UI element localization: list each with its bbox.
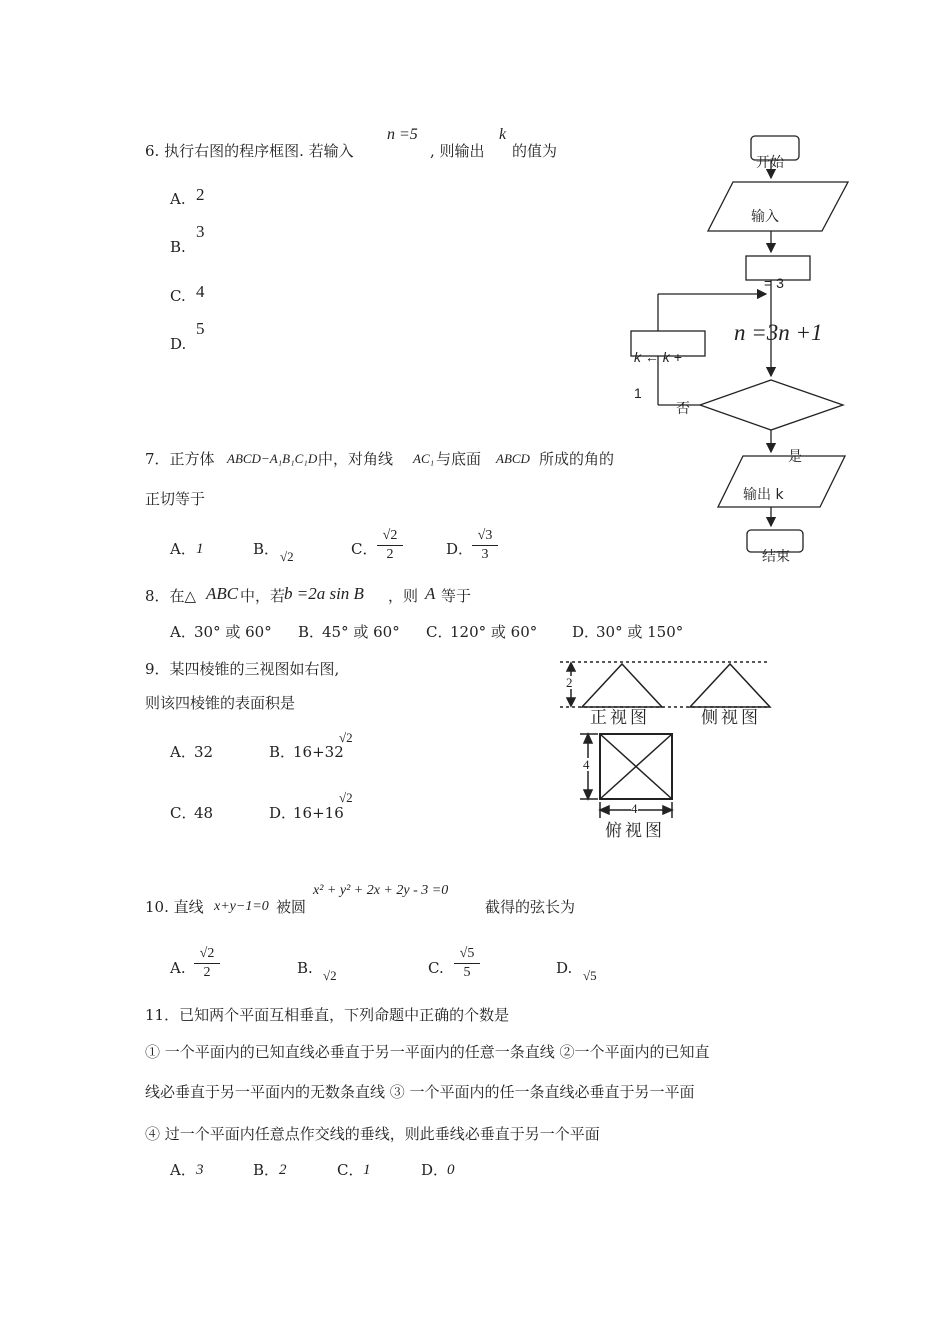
q9-front-view-label: 正视图 xyxy=(590,708,650,728)
q6-stem-part3: 的值为 xyxy=(512,142,558,160)
q11-option-a-label: A． xyxy=(170,1161,196,1179)
flowchart-no-label: 否 xyxy=(676,401,690,417)
q11-option-d-value: 0 xyxy=(447,1162,455,1178)
q10-option-a-numerator: √2 xyxy=(194,945,220,964)
side-view-triangle xyxy=(690,664,770,707)
q11-stem: 11．已知两个平面互相垂直，下列命题中正确的个数是 xyxy=(145,1006,510,1024)
q9-option-b-radical: √2 xyxy=(339,730,353,745)
q6-option-d-value: 5 xyxy=(196,319,205,338)
q8-triangle: ABC xyxy=(206,584,239,603)
q7-option-c-numerator: √2 xyxy=(377,527,403,546)
flowchart-yes-label: 是 xyxy=(788,449,802,465)
q7-option-c-label: C． xyxy=(351,540,378,558)
flowchart-update-label: n =3n +1 xyxy=(734,320,823,345)
q6-stem-part1: 6. 执行右图的程序框图. 若输入 xyxy=(145,142,354,160)
q11-option-a-value: 3 xyxy=(196,1162,204,1178)
q10-option-c-numerator: √5 xyxy=(454,945,480,964)
flowchart-end-label: 结束 xyxy=(762,549,790,565)
q6-option-c-label: C. xyxy=(170,287,186,305)
front-view-triangle xyxy=(582,664,662,707)
q6-option-a-value: 2 xyxy=(196,185,205,204)
q10-option-c-denominator: 5 xyxy=(463,965,471,980)
q10-option-b-label: B. xyxy=(297,959,313,977)
q11-option-b-label: B． xyxy=(253,1161,280,1179)
flowchart-start-label: 开始 xyxy=(756,155,784,171)
q9-side-view-label: 侧视图 xyxy=(701,708,761,728)
q9-side-length-label: 4 xyxy=(583,757,590,772)
q7-stem-line2: 正切等于 xyxy=(145,490,206,508)
q9-option-d-value: 16+16 xyxy=(293,804,344,822)
q6-input-expr: n =5 xyxy=(387,126,418,143)
q6-option-b-value: 3 xyxy=(196,222,205,241)
q9-option-d-label: D． xyxy=(269,804,297,822)
q9-height-label: 2 xyxy=(566,675,573,690)
flowchart-loop-one: 1 xyxy=(634,385,642,401)
q8-option-a-value: 30° 或 60° xyxy=(194,623,272,641)
q7-option-b-value: √2 xyxy=(280,549,294,564)
q10-option-a-fraction xyxy=(194,945,220,982)
q10-option-d-value: √5 xyxy=(583,968,597,983)
q11-statement-line1: ① 一个平面内的已知直线必垂直于另一平面内的任意一条直线 ②一个平面内的已知直 xyxy=(145,1043,710,1061)
q7-stem-part4: 所成的角的 xyxy=(539,450,615,468)
q11-option-c-label: C． xyxy=(337,1161,364,1179)
q8-stem-part1: 8．在△ xyxy=(145,587,197,605)
q6-option-b-label: B. xyxy=(170,238,186,256)
q7-option-d-numerator: √3 xyxy=(472,527,498,546)
q7-stem-part2: 中，对角线 xyxy=(318,450,394,468)
q8-option-b-value: 45° 或 60° xyxy=(322,623,400,641)
q8-option-b-label: B． xyxy=(298,623,325,641)
q10-line-equation: x+y−1=0 xyxy=(214,899,269,914)
flowchart-output-label: 输出 k xyxy=(743,487,784,503)
q11-option-b-value: 2 xyxy=(279,1162,287,1178)
q11-statement-line2: 线必垂直于另一平面内的无数条直线 ③ 一个平面内的任一条直线必垂直于另一平面 xyxy=(145,1083,695,1101)
q8-option-d-label: D． xyxy=(572,623,600,641)
q7-stem-part3: 与底面 xyxy=(436,450,482,468)
q6-option-d-label: D. xyxy=(170,335,187,353)
q10-option-d-label: D. xyxy=(556,959,573,977)
q8-option-c-value: 120° 或 60° xyxy=(450,623,538,641)
q7-solid: ABCD−A₁B₁C₁D₁ xyxy=(227,451,322,466)
q10-stem-part3: 截得的弦长为 xyxy=(485,898,576,916)
q9-option-c-value: 48 xyxy=(194,804,214,822)
q7-base: ABCD xyxy=(496,451,530,466)
q10-stem-part1: 10. 直线 xyxy=(145,898,204,916)
q9-bottom-length-label: 4 xyxy=(631,801,638,816)
flowchart-loop-label: k ← k + xyxy=(634,349,682,365)
q10-option-a-denominator: 2 xyxy=(203,965,211,980)
q9-option-b-label: B． xyxy=(269,743,296,761)
q7-option-a-label: A． xyxy=(170,540,196,558)
q7-option-c-denominator: 2 xyxy=(386,547,394,562)
q9-stem-line1: 9．某四棱锥的三视图如右图, xyxy=(145,660,340,678)
q7-option-d-denominator: 3 xyxy=(481,547,489,562)
q6-output-var: k xyxy=(499,126,507,143)
q10-circle-equation: x² + y² + 2x + 2y - 3 =0 xyxy=(313,883,449,898)
q8-condition: b =2a sin B xyxy=(284,584,364,603)
q11-option-c-value: 1 xyxy=(363,1162,371,1178)
q9-stem-line2: 则该四棱锥的表面积是 xyxy=(145,694,296,712)
q11-option-d-label: D． xyxy=(421,1161,449,1179)
q8-option-d-value: 30° 或 150° xyxy=(596,623,684,641)
q10-option-a-label: A. xyxy=(170,959,186,977)
q7-option-d-label: D． xyxy=(446,540,474,558)
q10-option-b-value: √2 xyxy=(323,968,337,983)
flowchart-init-label: = 3 xyxy=(764,275,784,291)
q6-stem-part2: , 则输出 xyxy=(430,142,485,160)
q7-diagonal: AC₁ xyxy=(413,451,435,466)
q7-option-b-label: B． xyxy=(253,540,280,558)
q11-statement-line3: ④ 过一个平面内任意点作交线的垂线，则此垂线必垂直于另一个平面 xyxy=(145,1125,600,1143)
q10-option-c-fraction xyxy=(454,945,480,982)
q9-option-a-value: 32 xyxy=(194,743,214,761)
q10-stem-part2: 被圆 xyxy=(276,898,307,916)
q6-option-c-value: 4 xyxy=(196,282,205,301)
q8-option-a-label: A． xyxy=(170,623,196,641)
q8-option-c-label: C． xyxy=(426,623,453,641)
q9-top-view-label: 俯视图 xyxy=(605,821,665,841)
q7-option-a-value: 1 xyxy=(196,541,204,557)
q9-option-a-label: A． xyxy=(170,743,196,761)
q9-option-d-radical: √2 xyxy=(339,790,353,805)
q8-stem-part3: ，则 xyxy=(388,587,419,605)
q8-variable: A xyxy=(425,584,436,603)
flowchart-input-label: 输入 xyxy=(751,209,779,225)
q6-option-a-label: A. xyxy=(170,190,186,208)
q9-option-c-label: C． xyxy=(170,804,197,822)
q9-option-b-value: 16+32 xyxy=(293,743,344,761)
q7-stem-part1: 7．正方体 xyxy=(145,450,215,468)
q8-stem-part2: 中，若 xyxy=(240,587,286,605)
q10-option-c-label: C. xyxy=(428,959,444,977)
q8-stem-part4: 等于 xyxy=(441,587,472,605)
